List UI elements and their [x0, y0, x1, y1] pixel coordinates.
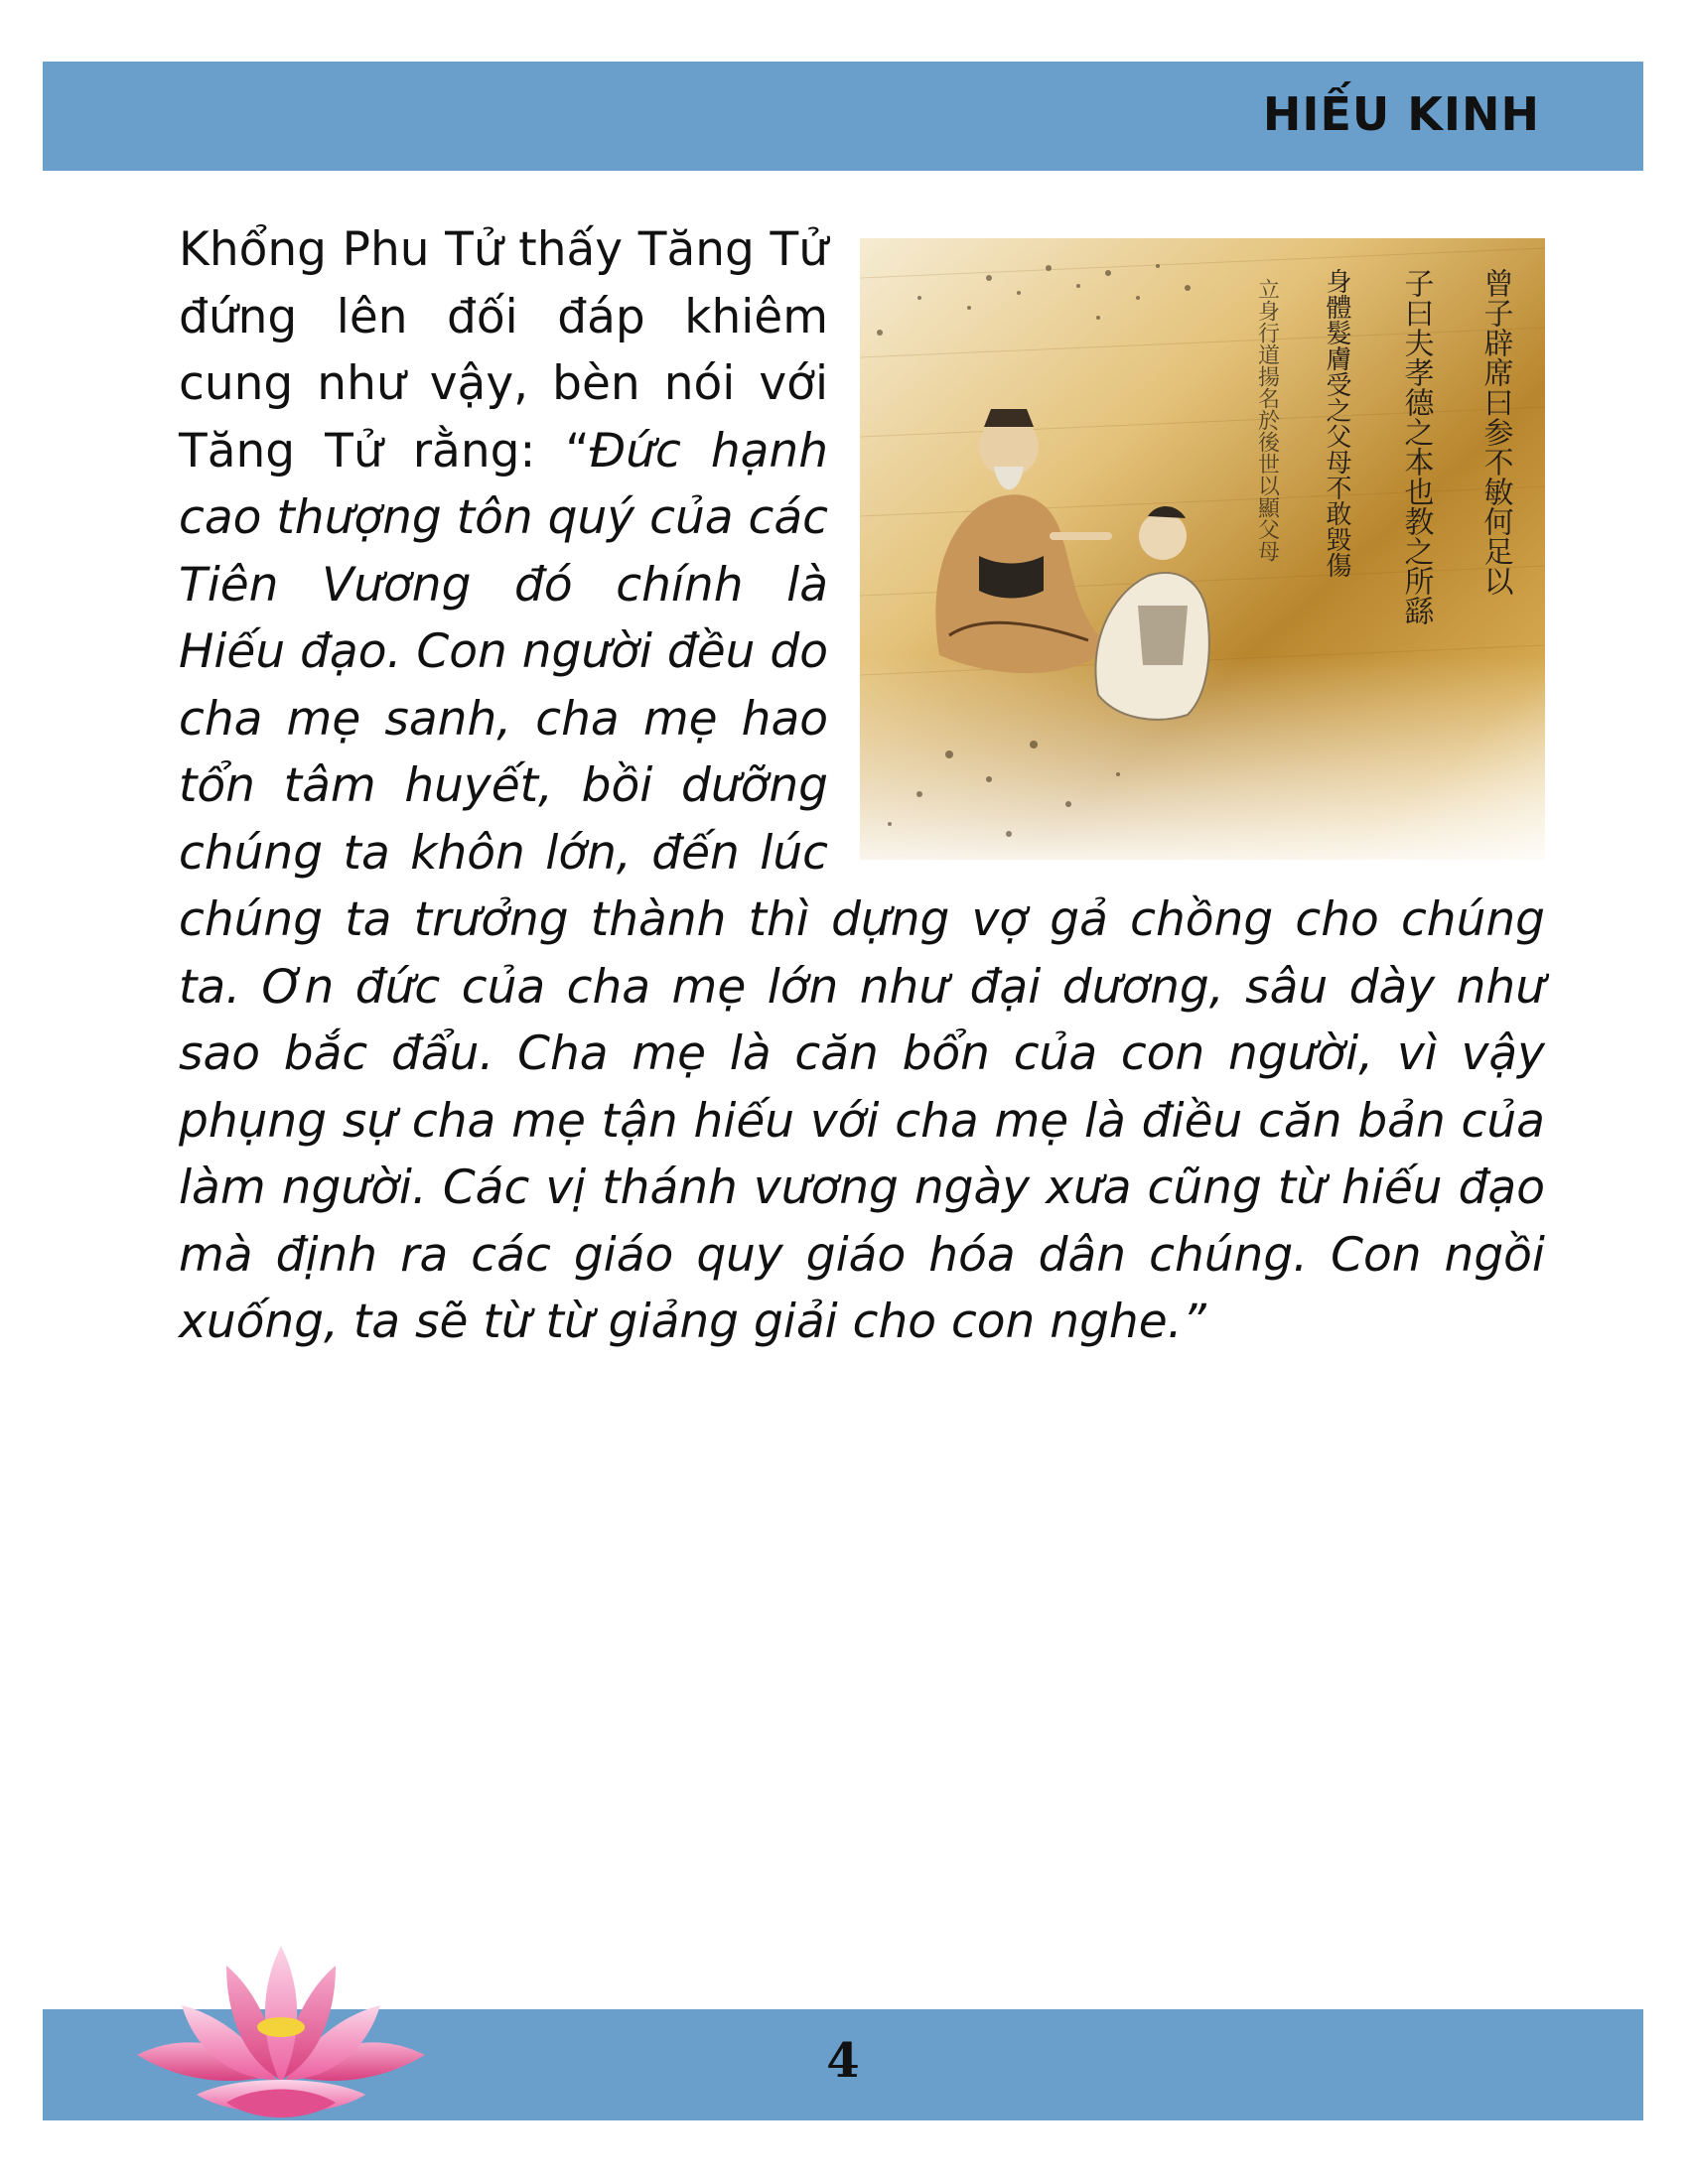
- page-content: [179, 216, 1545, 1356]
- confucius-quote: Đức hạnh cao thượng tôn quý của các Tiên Vương đó chính là Hiếu đạo. Con người đều do cha mẹ sanh, cha mẹ hao tổn tâm huyết, bồi dưỡng chúng ta khôn lớn, đến lúc chúng ta trưởng thành thì dựng vợ gả chồng cho chúng ta. Ơn đức của cha mẹ lớn như đại dương, sâu dày như sao bắc đẩu. Cha mẹ là căn bổn của con người, vì vậy phụng sự cha mẹ tận hiếu với cha mẹ là điều căn bản của làm người. Các vị thánh vương ngày xưa cũng từ hiếu đạo mà định ra các giáo quy giáo hóa dân chúng. Con ngồi xuống, ta sẽ từ từ giảng giải cho con nghe.”: [179, 423, 1545, 1349]
- calligraphy-column-2: 子曰夫孝德之本也教之所繇: [1398, 268, 1434, 625]
- calligraphy-column-1: 曾子辟席曰参不敏何足以: [1477, 268, 1513, 596]
- page-number: 4: [826, 2033, 860, 2089]
- lotus-flower-icon: [127, 1936, 435, 2124]
- calligraphy-column-4: 立身行道揚名於後世以顯父母: [1254, 278, 1280, 562]
- intro-text: Khổng Phu Tử thấy Tăng Tử đứng lên đối đáp khiêm cung như vậy, bèn nói với Tăng Tử rằng:: [179, 222, 828, 478]
- illustration-confucius-zengzi: [860, 238, 1545, 860]
- calligraphy-column-3: 身體髮膚受之父母不敢毀傷: [1322, 268, 1351, 578]
- opening-quote-mark: “: [565, 423, 590, 478]
- running-title: HIẾU KINH: [1262, 87, 1540, 141]
- header-band: [43, 62, 1643, 171]
